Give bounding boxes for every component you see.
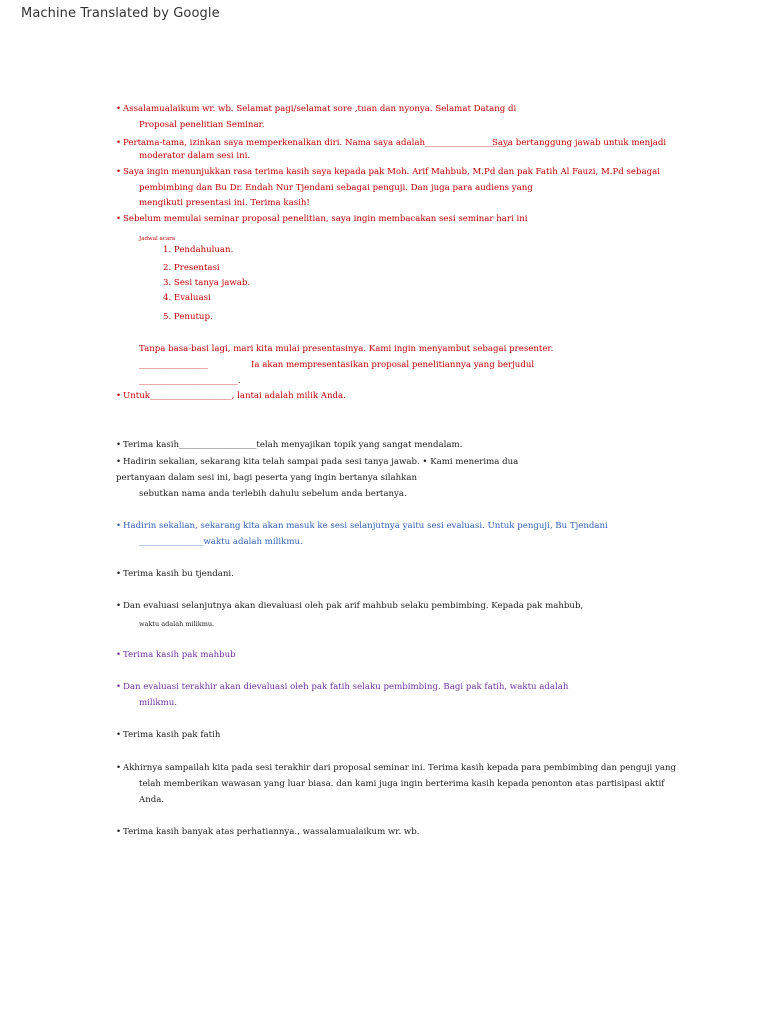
- thanks-mahbub-line: • Terima kasih pak mahbub: [116, 650, 236, 660]
- bullet-icon: •: [116, 601, 122, 611]
- evaluation-mahbub-line-2: waktu adalah milikmu.: [139, 620, 215, 628]
- qa-line-2: pertanyaan dalam sesi ini, bagi peserta yang ingin bertanya silahkan: [116, 473, 418, 483]
- qa-line-1: • Hadirin sekalian, sekarang kita telah sampai pada sesi tanya jawab. • Kami menerima dua: [116, 457, 519, 467]
- evaluation-intro-line-2: _______________waktu adalah milikmu.: [139, 537, 303, 547]
- thanks-presenter-line: • Terima kasih__________________telah menyajikan topik yang sangat mendalam.: [116, 440, 463, 450]
- evaluation-fatih-line-1: • Dan evaluasi terakhir akan dievaluasi oleh pak fatih selaku pembimbing. Bagi pak fatih, waktu adalah: [116, 682, 569, 692]
- machine-translated-header: Machine Translated by Google: [21, 6, 220, 21]
- evaluation-intro-line-1: • Hadirin sekalian, sekarang kita akan masuk ke sesi selanjutnya yaitu sesi evaluasi. Untuk penguji, Bu Tjendani: [116, 521, 608, 531]
- agenda-item-1: 1. Pendahuluan.: [163, 245, 234, 255]
- agenda-intro: • Sebelum memulai seminar proposal penelitian, saya ingin membacakan sesi seminar hari ini: [116, 214, 528, 224]
- bullet-icon: •: [116, 730, 122, 740]
- evaluation-fatih-line-2: milikmu.: [139, 698, 178, 708]
- floor-line: • Untuk___________________, lantai adalah milik Anda.: [116, 391, 346, 401]
- bullet-icon: •: [116, 104, 122, 114]
- bullet-icon: •: [116, 650, 122, 660]
- bullet-icon: •: [116, 763, 122, 773]
- closing-line-3: Anda.: [139, 795, 165, 805]
- closing-line-2: telah memberikan wawasan yang luar biasa. dan kami juga ingin berterima kasih kepada penonton atas partisipasi aktif: [139, 779, 665, 789]
- evaluation-mahbub-line-1: • Dan evaluasi selanjutnya akan dievaluasi oleh pak arif mahbub selaku pembimbing. Kepada pak mahbub,: [116, 601, 584, 611]
- qa-line-3: sebutkan nama anda terlebih dahulu sebelum anda bertanya.: [139, 489, 407, 499]
- thanks-tjendani-line: • Terima kasih bu tjendani.: [116, 569, 234, 579]
- intro-line-1b: Saya bertanggung jawab untuk menjadi: [492, 138, 667, 148]
- bullet-icon: •: [116, 521, 122, 531]
- thanks-line-2: pembimbing dan Bu Dr. Endah Nur Tjendani sebagai penguji. Dan juga para audiens yang: [139, 183, 533, 193]
- intro-line-1: • Pertama-tama, izinkan saya memperkenalkan diri. Nama saya adalah___________________,: [116, 138, 510, 148]
- presenter-intro-line-1: Tanpa basa-basi lagi, mari kita mulai presentasinya. Kami ingin menyambut sebagai presenter.: [139, 344, 554, 354]
- final-thanks-line: • Terima kasih banyak atas perhatiannya., wassalamualaikum wr. wb.: [116, 827, 420, 837]
- bullet-icon: •: [116, 167, 122, 177]
- agenda-item-4: 4. Evaluasi: [163, 293, 211, 303]
- thanks-fatih-line: • Terima kasih pak fatih: [116, 730, 221, 740]
- presenter-title-blank: _______________________.: [139, 376, 241, 386]
- agenda-item-3: 3. Sesi tanya jawab.: [163, 278, 251, 288]
- agenda-item-5: 5. Penutup.: [163, 312, 213, 322]
- presenter-intro-line-2: Ia akan mempresentasikan proposal penelitiannya yang berjudul: [251, 360, 535, 370]
- bullet-icon: •: [116, 682, 122, 692]
- closing-line-1: • Akhirnya sampailah kita pada sesi terakhir dari proposal seminar ini. Terima kasih kepada para pembimbing dan penguji yang: [116, 763, 677, 773]
- bullet-icon: •: [116, 827, 122, 837]
- bullet-icon: •: [116, 440, 122, 450]
- opening-line-1: • Assalamualaikum wr. wb. Selamat pagi/selamat sore ,tuan dan nyonya. Selamat Datang di: [116, 104, 517, 114]
- thanks-line-3: mengikuti presentasi ini. Terima kasih!: [139, 198, 310, 208]
- intro-line-2: moderator dalam sesi ini.: [139, 151, 251, 161]
- bullet-icon: •: [116, 391, 122, 401]
- bullet-icon: •: [116, 214, 122, 224]
- bullet-icon: •: [116, 569, 122, 579]
- thanks-line-1: • Saya ingin menunjukkan rasa terima kasih saya kepada pak Moh. Arif Mahbub, M.Pd dan pak Fatih Al Fauzi, M.Pd sebagai: [116, 167, 660, 177]
- bullet-icon: •: [116, 138, 122, 148]
- opening-line-2: Proposal penelitian Seminar.: [139, 120, 265, 130]
- agenda-item-2: 2. Presentasi: [163, 263, 220, 273]
- bullet-icon: •: [116, 457, 122, 467]
- presenter-blank: ________________: [139, 360, 208, 370]
- agenda-heading: Jadwal acara: [139, 236, 176, 242]
